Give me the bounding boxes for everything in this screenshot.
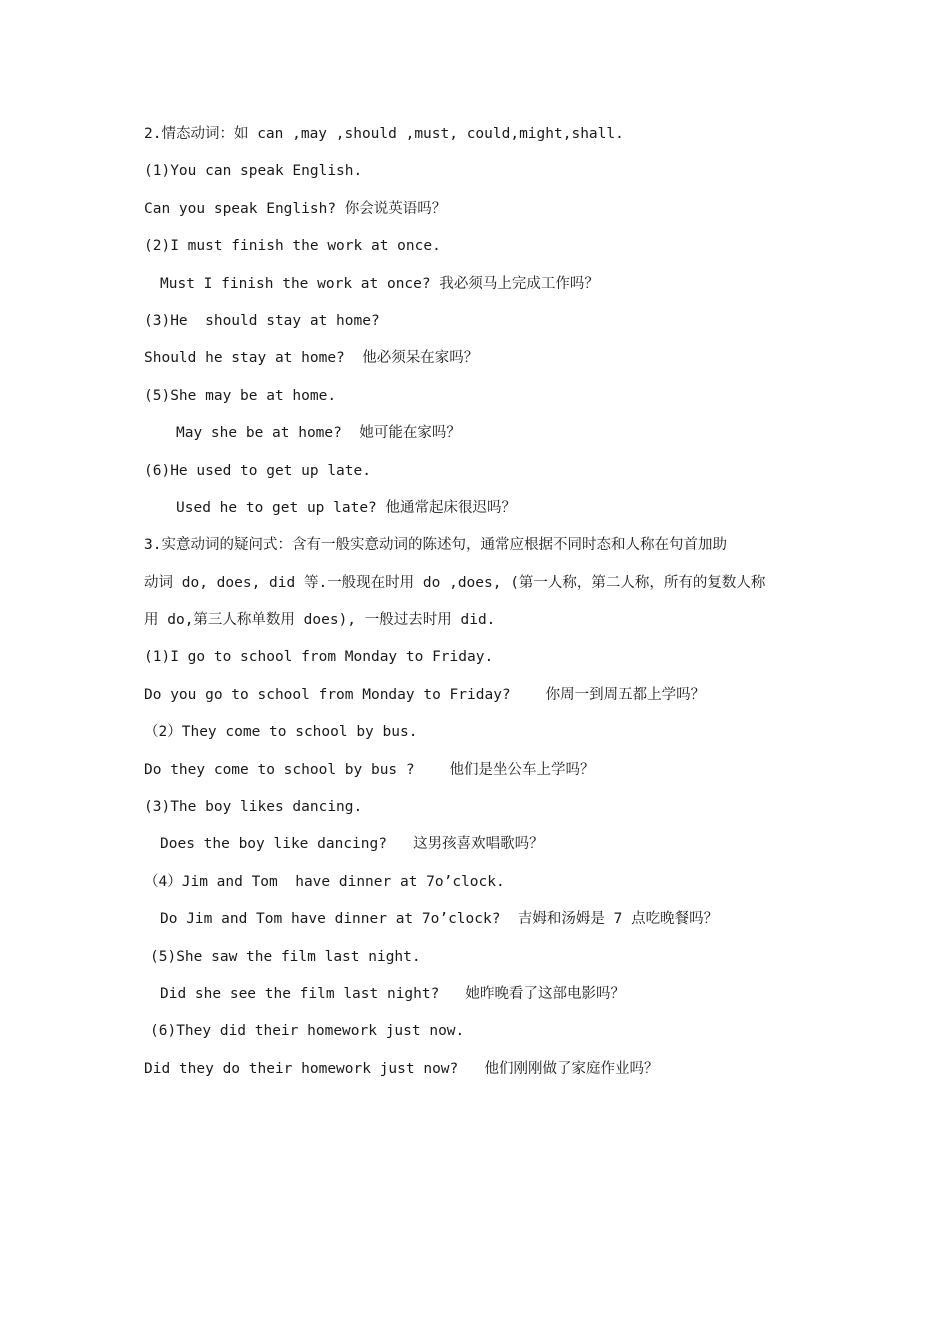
example-statement: (1)You can speak English. xyxy=(144,163,363,180)
example-question: Must I finish the work at once? 我必须马上完成工作吗？ xyxy=(160,275,599,292)
example-question: Do they come to school by bus ? 他们是坐公车上学吗？ xyxy=(144,761,595,778)
example-question: Can you speak English? 你会说英语吗？ xyxy=(144,200,447,217)
example-question: Did they do their homework just now? 他们刚刚做了家庭作业吗？ xyxy=(144,1060,659,1077)
example-question: Do you go to school from Monday to Friday? 你周一到周五都上学吗？ xyxy=(144,686,706,703)
example-statement: (5)She may be at home. xyxy=(144,387,337,404)
paragraph-text: 用 do,第三人称单数用 does), 一般过去时用 did. xyxy=(144,612,496,629)
document-body xyxy=(144,116,814,1088)
example-question: Does the boy like dancing? 这男孩喜欢唱歌吗？ xyxy=(160,836,544,853)
section-heading-modal-verbs: 2.情态动词：如 can ,may ,should ,must, could,might,shall. xyxy=(144,126,624,142)
example-statement: (2)I must finish the work at once. xyxy=(144,238,441,255)
example-question: Do Jim and Tom have dinner at 7o’clock? 吉姆和汤姆是 7 点吃晚餐吗？ xyxy=(160,911,719,928)
example-statement: （2）They come to school by bus. xyxy=(144,724,418,741)
example-statement: (1)I go to school from Monday to Friday. xyxy=(144,649,494,666)
section-heading-lexical-verbs: 3.实意动词的疑问式：含有一般实意动词的陈述句，通常应根据不同时态和人称在句首加助 xyxy=(144,537,727,554)
example-statement: (3)The boy likes dancing. xyxy=(144,799,363,816)
example-question: Used he to get up late? 他通常起床很迟吗？ xyxy=(176,499,517,516)
example-statement: (3)He should stay at home? xyxy=(144,312,380,329)
example-question: May she be at home? 她可能在家吗？ xyxy=(176,425,461,442)
example-statement: (5)She saw the film last night. xyxy=(150,948,421,965)
example-statement: (6)He used to get up late. xyxy=(144,462,371,479)
example-statement: (6)They did their homework just now. xyxy=(150,1023,465,1040)
example-question: Did she see the film last night? 她昨晚看了这部电影吗？ xyxy=(160,985,626,1002)
paragraph-text: 动词 do, does, did 等.一般现在时用 do ,does, (第一人称，第二人称，所有的复数人称 xyxy=(144,574,766,591)
example-question: Should he stay at home? 他必须呆在家吗？ xyxy=(144,350,479,367)
example-statement: （4）Jim and Tom have dinner at 7o’clock. xyxy=(144,873,505,890)
